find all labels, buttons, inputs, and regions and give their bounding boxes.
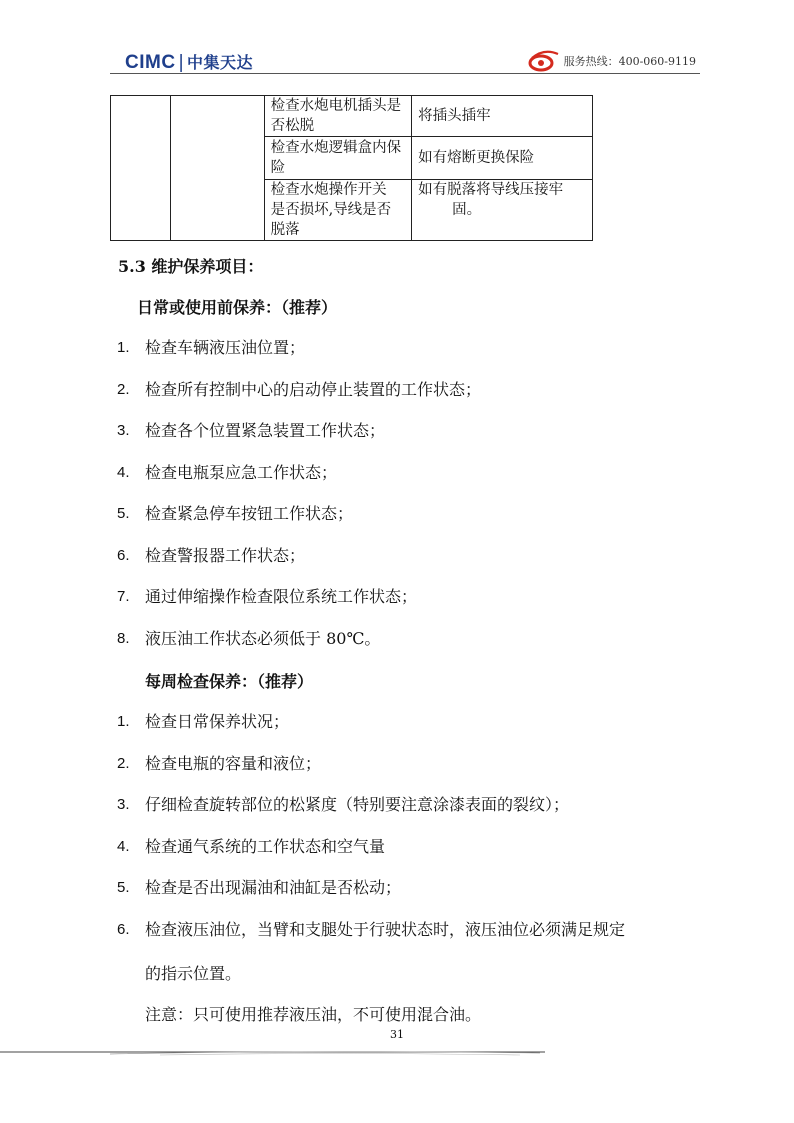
table-cell-check — [264, 180, 412, 241]
table-cell-action — [412, 180, 593, 241]
weekly-heading: 每周检查保养：（推荐） — [145, 672, 314, 691]
cell-line: 是否损坏,导线是否 — [270, 202, 392, 218]
service-logo-icon — [528, 50, 560, 72]
daily-heading: 日常或使用前保养：（推荐） — [137, 298, 338, 317]
table-cell-check: 检查水炮电机插头是否松脱 — [264, 96, 412, 137]
list-item: 3. 检查各个位置紧急装置工作状态； — [117, 421, 386, 440]
list-item: 1. 检查车辆液压油位置； — [117, 338, 306, 357]
list-item: 6. 检查警报器工作状态； — [117, 545, 306, 565]
weekly-list — [117, 711, 625, 1009]
cell-line: 固。 — [452, 202, 482, 218]
list-item: 2. 检查电瓶的容量和液位； — [117, 753, 322, 773]
table-cell-action: 将插头插牢 — [412, 96, 593, 137]
list-item: 8. 液压油工作状态必须低于 80℃。 — [117, 628, 381, 648]
service-hotline: 服务热线：400-060-9119 — [563, 55, 696, 68]
list-item: 5. 检查紧急停车按钮工作状态； — [117, 504, 354, 523]
brand-name-cn: 中集天达 — [187, 55, 254, 72]
cell-line: 脱落 — [270, 222, 300, 238]
list-item: 1. 检查日常保养状况； — [117, 712, 290, 731]
list-item: 6. 检查液压油位，当臂和支腿处于行驶状态时，液压油位必须满足规定 的指示位置。 — [117, 919, 626, 983]
hotline-block — [528, 50, 696, 72]
section-heading: 5.3 维护保养项目： — [118, 257, 264, 276]
table-cell-empty — [170, 96, 264, 241]
list-item: 3. 仔细检查旋转部位的松紧度（特别要注意涂漆表面的裂纹）； — [117, 795, 570, 814]
fault-table — [110, 95, 593, 241]
cell-line: 检查水炮操作开关 — [270, 182, 387, 198]
list-item: 2. 检查所有控制中心的启动停止装置的工作状态； — [117, 379, 482, 399]
footer-rule — [0, 1049, 560, 1056]
page-number: 31 — [390, 1028, 404, 1041]
list-item: 4. 检查通气系统的工作状态和空气量 — [117, 836, 386, 856]
list-item: 7. 通过伸缩操作检查限位系统工作状态； — [117, 587, 418, 606]
list-item: 5. 检查是否出现漏油和油缸是否松动； — [117, 878, 402, 897]
table-cell-action: 如有熔断更换保险 — [412, 137, 593, 180]
daily-list — [117, 337, 481, 669]
note-text: 注意：只可使用推荐液压油，不可使用混合油。 — [145, 1005, 482, 1024]
table-cell-empty — [111, 96, 171, 241]
brand-name: CIMC — [125, 52, 176, 73]
header-divider — [110, 73, 700, 74]
table-cell-check: 检查水炮逻辑盒内保险 — [264, 137, 412, 180]
brand-separator: | — [178, 52, 184, 73]
list-item: 4. 检查电瓶泵应急工作状态； — [117, 462, 338, 482]
table-row — [111, 96, 593, 137]
cell-line: 如有脱落将导线压接牢 — [418, 182, 564, 198]
cimc-logo — [125, 50, 253, 74]
page-header — [110, 42, 700, 76]
